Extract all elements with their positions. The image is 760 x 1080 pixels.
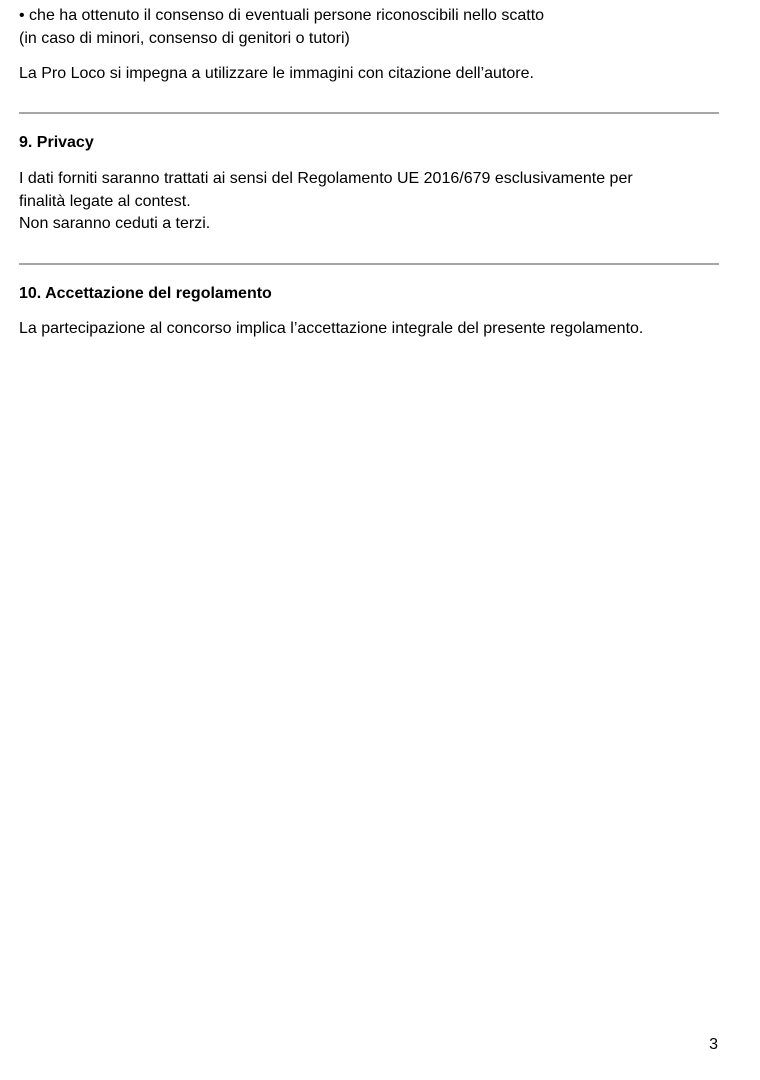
privacy-section-title: 9. Privacy xyxy=(19,134,94,151)
section-divider xyxy=(19,263,719,265)
page-number: 3 xyxy=(709,1036,718,1053)
acceptance-section-title: 10. Accettazione del regolamento xyxy=(19,285,272,302)
privacy-text-line: Non saranno ceduti a terzi. xyxy=(19,215,211,232)
acceptance-text-line: La partecipazione al concorso implica l’accettazione integrale del presente regolamento. xyxy=(19,320,644,337)
author-credit-statement: La Pro Loco si impegna a utilizzare le immagini con citazione dell’autore. xyxy=(19,65,534,82)
section-divider xyxy=(19,112,719,114)
privacy-text-line: I dati forniti saranno trattati ai sensi del Regolamento UE 2016/679 esclusivamente per xyxy=(19,170,633,187)
privacy-text-line: finalità legate al contest. xyxy=(19,193,191,210)
consent-bullet-line: • che ha ottenuto il consenso di eventuali persone riconoscibili nello scatto xyxy=(19,7,545,24)
consent-note-line: (in caso di minori, consenso di genitori o tutori) xyxy=(19,30,350,47)
